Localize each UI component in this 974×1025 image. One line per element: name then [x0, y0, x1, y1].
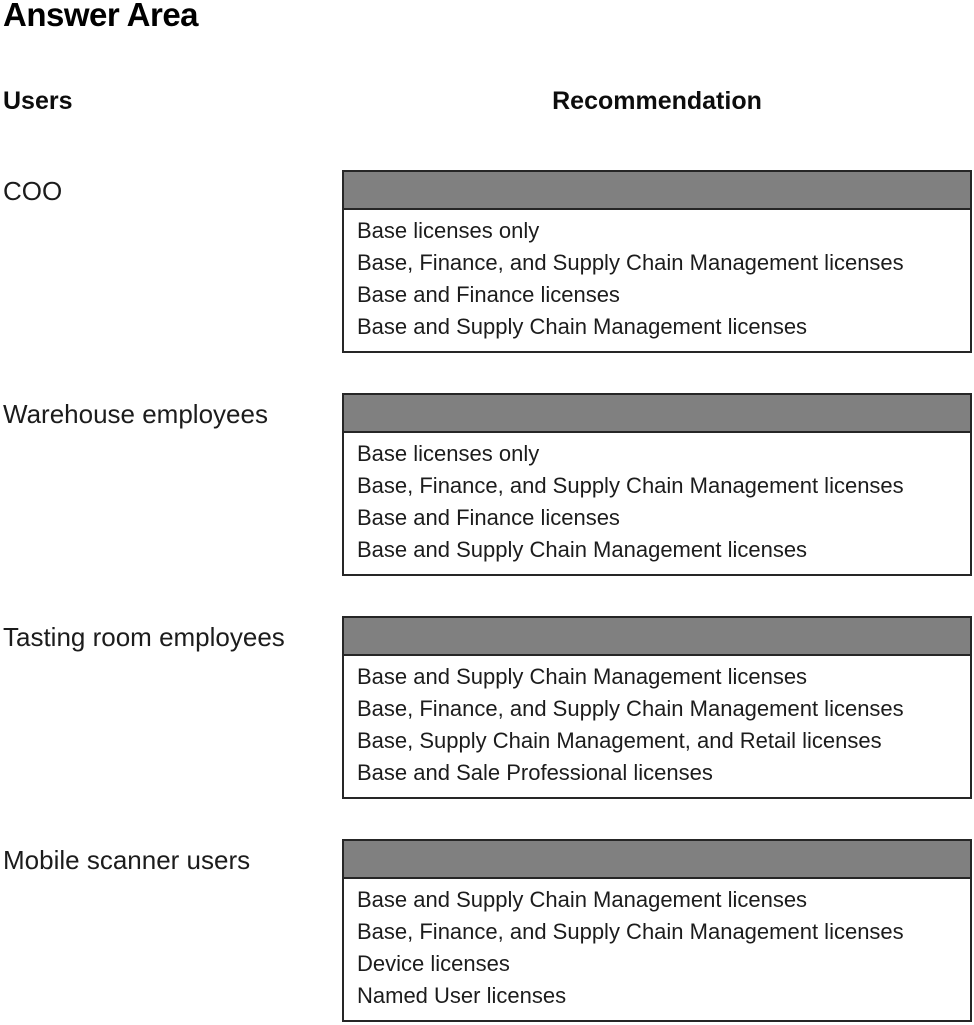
- dropdown-option[interactable]: Base licenses only: [357, 441, 540, 466]
- dropdown-option[interactable]: Base, Supply Chain Management, and Retail licenses: [357, 728, 882, 753]
- user-label-tasting-room-employees: Tasting room employees: [3, 622, 285, 652]
- dropdown-selected-area[interactable]: [344, 395, 970, 433]
- dropdown-options-list: [344, 210, 970, 351]
- recommendation-dropdown-warehouse-employees: [342, 393, 972, 576]
- dropdown-option[interactable]: Base and Supply Chain Management licenses: [357, 664, 808, 689]
- dropdown-option[interactable]: Base, Finance, and Supply Chain Management licenses: [357, 919, 904, 944]
- dropdown-options-list: [344, 879, 970, 1020]
- dropdown-option[interactable]: Base and Finance licenses: [357, 282, 620, 307]
- dropdown-option[interactable]: Base and Supply Chain Management licenses: [357, 314, 808, 339]
- dropdown-option[interactable]: Base, Finance, and Supply Chain Management licenses: [357, 473, 904, 498]
- column-header-users: Users: [3, 87, 73, 115]
- recommendation-dropdown-mobile-scanner-users: [342, 839, 972, 1022]
- dropdown-option[interactable]: Base and Supply Chain Management licenses: [357, 887, 808, 912]
- column-header-recommendation: Recommendation: [552, 87, 762, 115]
- dropdown-options-list: [344, 433, 970, 574]
- user-label-coo: COO: [3, 176, 63, 206]
- dropdown-option[interactable]: Base, Finance, and Supply Chain Management licenses: [357, 250, 904, 275]
- dropdown-option[interactable]: Device licenses: [357, 951, 510, 976]
- dropdown-selected-area[interactable]: [344, 618, 970, 656]
- recommendation-dropdown-coo: [342, 170, 972, 353]
- dropdown-selected-area[interactable]: [344, 841, 970, 879]
- dropdown-option[interactable]: Base and Supply Chain Management licenses: [357, 537, 808, 562]
- dropdown-options-list: [344, 656, 970, 797]
- dropdown-option[interactable]: Base and Finance licenses: [357, 505, 620, 530]
- user-label-mobile-scanner-users: Mobile scanner users: [3, 845, 251, 875]
- recommendation-dropdown-tasting-room-employees: [342, 616, 972, 799]
- dropdown-option[interactable]: Named User licenses: [357, 983, 567, 1008]
- dropdown-option[interactable]: Base, Finance, and Supply Chain Management licenses: [357, 696, 904, 721]
- page-title: Answer Area: [3, 0, 199, 33]
- user-label-warehouse-employees: Warehouse employees: [3, 399, 268, 429]
- dropdown-selected-area[interactable]: [344, 172, 970, 210]
- dropdown-option[interactable]: Base and Sale Professional licenses: [357, 760, 713, 785]
- dropdown-option[interactable]: Base licenses only: [357, 218, 540, 243]
